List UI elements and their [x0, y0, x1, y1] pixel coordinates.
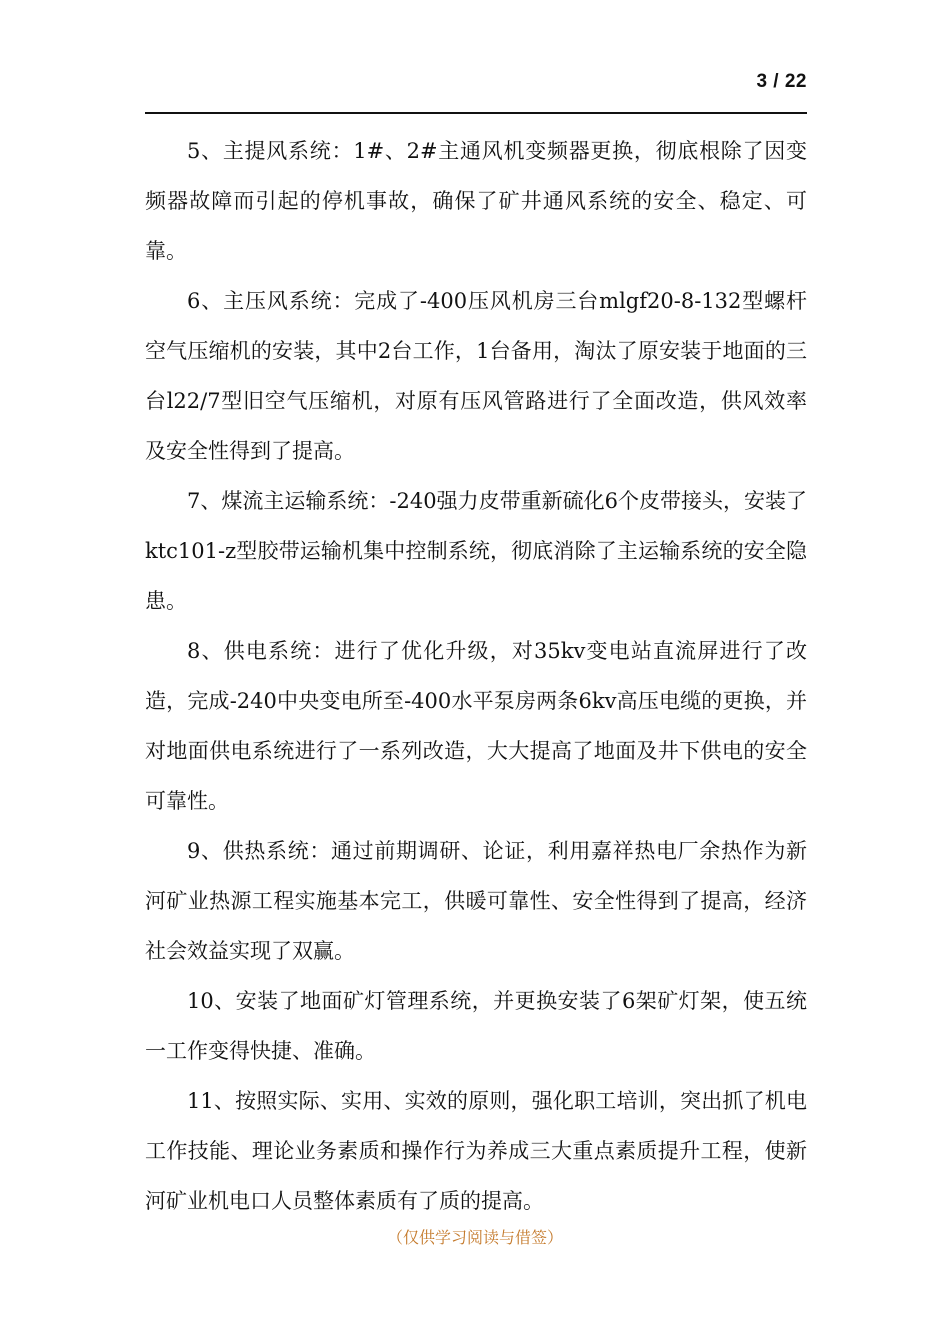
paragraph-item-7: 7、煤流主运输系统：-240强力皮带重新硫化6个皮带接头，安装了ktc101-z型胶带运输机集中控制系统，彻底消除了主运输系统的安全隐患。 [145, 489, 807, 613]
footer-disclaimer: （仅供学习阅读与借签） [386, 1228, 563, 1247]
header-divider [145, 112, 807, 114]
paragraph-item-5: 5、主提风系统：1#、2#主通风机变频器更换，彻底根除了因变频器故障而引起的停机事故，确保了矿井通风系统的安全、稳定、可靠。 [145, 139, 807, 263]
document-body [145, 126, 807, 1226]
paragraph-item-8: 8、供电系统：进行了优化升级，对35kv变电站直流屏进行了改造，完成-240中央变电所至-400水平泵房两条6kv高压电缆的更换，并对地面供电系统进行了一系列改造，大大提高了地面及井下供电的安全可靠性。 [145, 639, 807, 813]
paragraph-item-9: 9、供热系统：通过前期调研、论证，利用嘉祥热电厂余热作为新河矿业热源工程实施基本完工，供暖可靠性、安全性得到了提高，经济社会效益实现了双赢。 [145, 839, 807, 963]
paragraph-item-10: 10、安装了地面矿灯管理系统，并更换安装了6架矿灯架，使五统一工作变得快捷、准确。 [145, 989, 807, 1063]
paragraph-item-11: 11、按照实际、实用、实效的原则，强化职工培训，突出抓了机电工作技能、理论业务素质和操作行为养成三大重点素质提升工程，使新河矿业机电口人员整体素质有了质的提高。 [145, 1089, 807, 1213]
paragraph-item-6: 6、主压风系统：完成了-400压风机房三台mlgf20-8-132型螺杆空气压缩机的安装，其中2台工作，1台备用，淘汰了原安装于地面的三台l22/7型旧空气压缩机，对原有压风管路进行了全面改造，供风效率及安全性得到了提高。 [145, 289, 807, 463]
page-number: 3 / 22 [756, 71, 807, 92]
